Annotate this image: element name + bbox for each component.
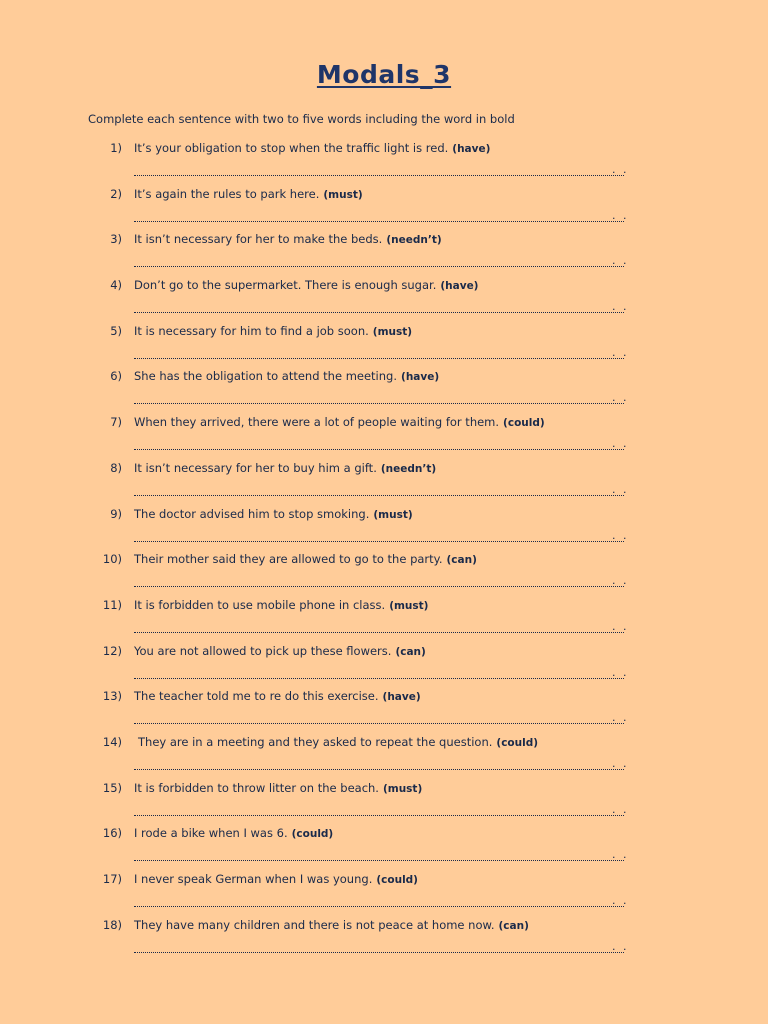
- sentence-text: Don’t go to the supermarket. There is enough sugar.: [134, 278, 437, 293]
- line-end-dots: . .: [612, 802, 629, 816]
- instruction-text: Complete each sentence with two to five words including the word in bold: [88, 112, 515, 126]
- line-end-dots: . .: [612, 665, 629, 679]
- answer-line[interactable]: [134, 302, 624, 313]
- exercise-item: [0, 918, 768, 964]
- line-end-dots: . .: [612, 345, 629, 359]
- item-number: 18): [102, 917, 122, 932]
- exercise-item: [0, 781, 768, 827]
- item-number: 4): [110, 278, 122, 293]
- exercise-item: [0, 278, 768, 324]
- line-end-dots: . .: [612, 574, 629, 588]
- bold-keyword: (needn’t): [386, 234, 442, 247]
- item-number: 13): [102, 689, 122, 704]
- sentence-text: It is forbidden to use mobile phone in class.: [134, 597, 386, 612]
- line-end-dots: . .: [612, 528, 629, 542]
- exercise-item: [0, 324, 768, 370]
- answer-line[interactable]: [134, 576, 624, 587]
- answer-line[interactable]: [134, 850, 624, 861]
- bold-keyword: (have): [440, 280, 479, 293]
- line-end-dots: . .: [612, 939, 629, 953]
- line-end-dots: . .: [612, 894, 629, 907]
- item-sentence: [134, 552, 477, 566]
- sentence-text: The teacher told me to re do this exercise.: [134, 689, 379, 704]
- item-number: 7): [110, 415, 122, 430]
- item-sentence: [134, 187, 363, 201]
- item-sentence: [134, 324, 412, 338]
- bold-keyword: (have): [401, 371, 440, 384]
- item-sentence: [134, 872, 418, 886]
- sentence-text: It’s again the rules to park here.: [134, 186, 320, 201]
- item-number: 16): [102, 826, 122, 841]
- answer-line[interactable]: [134, 393, 624, 404]
- sentence-text: When they arrived, there were a lot of people waiting for them.: [134, 415, 500, 430]
- item-sentence: [134, 415, 545, 429]
- sentence-text: It isn’t necessary for her to buy him a gift.: [134, 460, 377, 475]
- item-sentence: [134, 461, 436, 475]
- exercise-item: [0, 187, 768, 233]
- line-end-dots: . .: [612, 437, 629, 451]
- sentence-text: She has the obligation to attend the meeting.: [134, 369, 398, 384]
- item-number: 2): [110, 186, 122, 201]
- item-sentence: [134, 644, 426, 658]
- answer-line[interactable]: [134, 211, 624, 222]
- bold-keyword: (have): [382, 691, 421, 704]
- line-end-dots: . .: [612, 756, 629, 770]
- exercise-item: [0, 232, 768, 278]
- sentence-text: You are not allowed to pick up these flowers.: [134, 643, 392, 658]
- answer-line[interactable]: [134, 348, 624, 359]
- item-sentence: [134, 232, 442, 246]
- sentence-text: The doctor advised him to stop smoking.: [134, 506, 370, 521]
- exercise-item: [0, 735, 768, 781]
- answer-line[interactable]: [134, 896, 624, 907]
- item-sentence: [134, 278, 478, 292]
- bold-keyword: (needn’t): [380, 462, 437, 475]
- bold-keyword: (must): [389, 599, 429, 612]
- item-number: 15): [102, 780, 122, 795]
- bold-keyword: (can): [395, 645, 426, 658]
- item-number: 11): [102, 597, 122, 612]
- item-sentence: [134, 369, 439, 383]
- exercise-item: [0, 507, 768, 553]
- bold-keyword: (can): [446, 554, 477, 567]
- bold-keyword: (could): [376, 874, 418, 886]
- answer-line[interactable]: [134, 942, 624, 953]
- sentence-text: It is forbidden to throw litter on the beach.: [134, 780, 379, 795]
- sentence-text: Their mother said they are allowed to go to the party.: [134, 552, 443, 567]
- item-number: 5): [110, 323, 122, 338]
- item-number: 9): [110, 506, 122, 521]
- bold-keyword: (can): [498, 919, 529, 932]
- item-number: 1): [110, 141, 122, 155]
- line-end-dots: . .: [612, 619, 629, 633]
- line-end-dots: . .: [612, 848, 629, 862]
- exercise-item: [0, 369, 768, 415]
- line-end-dots: . .: [612, 711, 629, 725]
- item-sentence: [134, 141, 490, 155]
- answer-line[interactable]: [134, 256, 624, 267]
- bold-keyword: (have): [452, 143, 491, 155]
- exercise-item: [0, 826, 768, 872]
- line-end-dots: . .: [612, 208, 629, 222]
- sentence-text: It is necessary for him to find a job soon.: [134, 323, 369, 338]
- answer-line[interactable]: [134, 485, 624, 496]
- exercise-item: [0, 872, 768, 918]
- item-sentence: [134, 918, 529, 932]
- sentence-text: They are in a meeting and they asked to repeat the question.: [138, 734, 493, 749]
- item-number: 14): [102, 734, 122, 749]
- bold-keyword: (must): [373, 508, 413, 521]
- bold-keyword: (could): [503, 417, 545, 430]
- exercise-item: [0, 689, 768, 735]
- bold-keyword: (must): [372, 325, 413, 338]
- sentence-text: I never speak German when I was young.: [134, 872, 373, 886]
- exercise-item: [0, 141, 768, 187]
- answer-line[interactable]: [134, 759, 624, 770]
- answer-line[interactable]: [134, 531, 624, 542]
- exercise-item: [0, 415, 768, 461]
- item-number: 17): [102, 872, 122, 886]
- sentence-text: It’s your obligation to stop when the traffic light is red.: [134, 141, 449, 155]
- line-end-dots: . .: [612, 391, 629, 405]
- bold-keyword: (could): [291, 828, 334, 841]
- line-end-dots: . .: [612, 300, 629, 314]
- item-sentence: [134, 598, 428, 612]
- line-end-dots: . .: [612, 254, 629, 268]
- answer-line[interactable]: [134, 165, 624, 176]
- sentence-text: It isn’t necessary for her to make the beds.: [134, 232, 383, 247]
- line-end-dots: . .: [612, 482, 629, 496]
- item-number: 6): [110, 369, 122, 384]
- bold-keyword: (could): [496, 736, 539, 749]
- bold-keyword: (must): [382, 782, 423, 795]
- exercise-item: [0, 461, 768, 507]
- answer-line[interactable]: [134, 668, 624, 679]
- item-number: 3): [110, 232, 122, 247]
- item-number: 8): [110, 460, 122, 475]
- page-title: Modals_3: [316, 60, 452, 89]
- answer-line[interactable]: [134, 439, 624, 450]
- item-number: 12): [102, 643, 122, 658]
- item-number: 10): [102, 552, 122, 567]
- exercise-item: [0, 644, 768, 690]
- answer-line[interactable]: [134, 805, 624, 816]
- bold-keyword: (must): [323, 188, 363, 201]
- answer-line[interactable]: [134, 713, 624, 724]
- item-sentence: [134, 781, 422, 795]
- exercise-item: [0, 552, 768, 598]
- item-sentence: [134, 507, 413, 521]
- item-sentence: [138, 735, 538, 749]
- item-sentence: [134, 689, 421, 703]
- answer-line[interactable]: [134, 622, 624, 633]
- line-end-dots: . .: [612, 163, 629, 176]
- exercise-item: [0, 598, 768, 644]
- sentence-text: They have many children and there is not peace at home now.: [134, 917, 495, 932]
- item-sentence: [134, 826, 333, 840]
- exercise-list: [0, 141, 768, 963]
- sentence-text: I rode a bike when I was 6.: [134, 826, 288, 841]
